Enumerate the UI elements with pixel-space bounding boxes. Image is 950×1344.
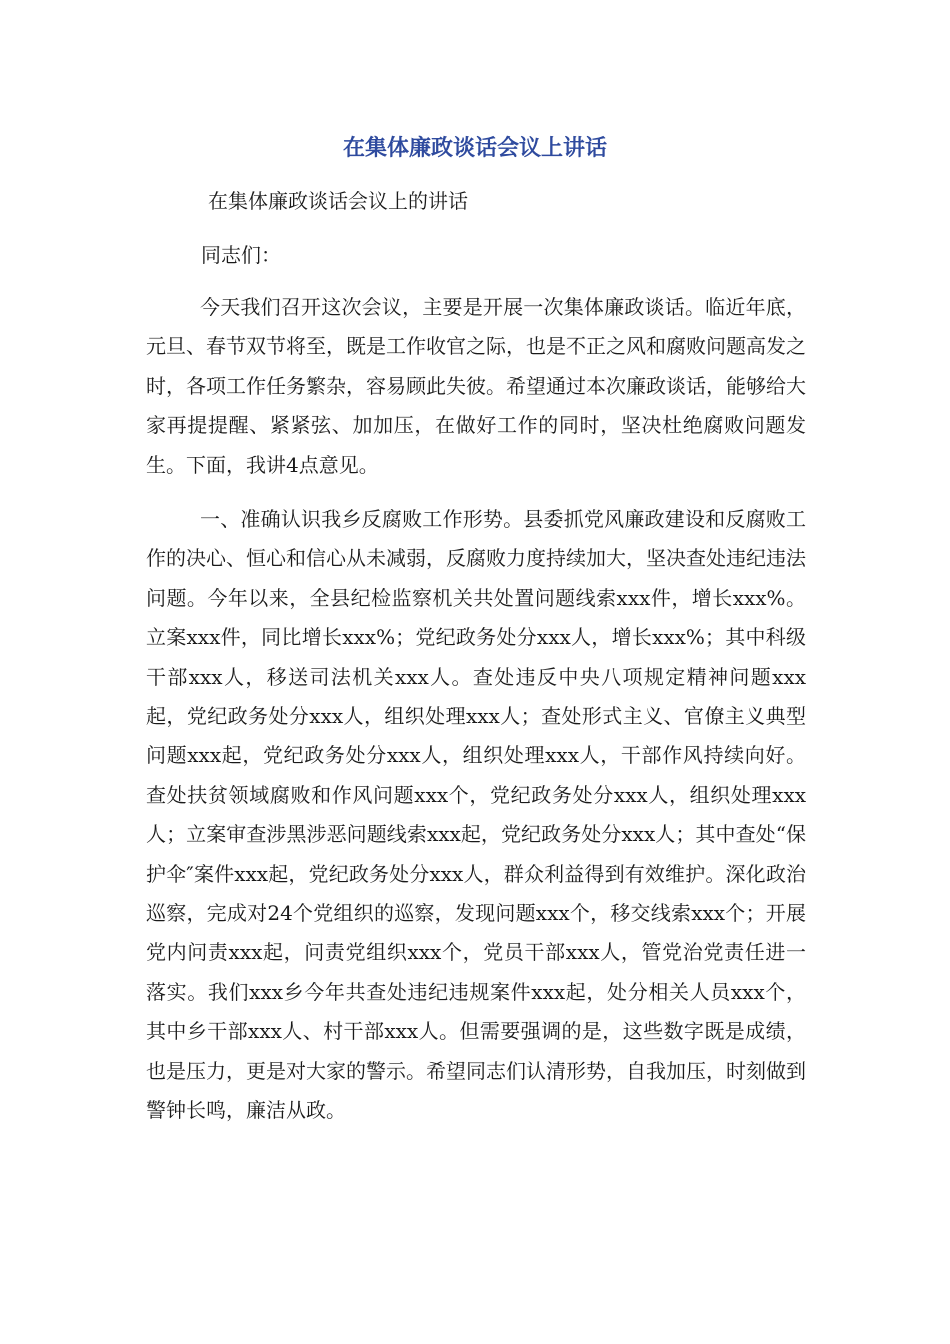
salutation: 同志们： [201,243,281,267]
document-subtitle: 在集体廉政谈话会议上的讲话 [208,189,468,213]
paragraph-intro: 今天我们召开这次会议，主要是开展一次集体廉政谈话。临近年底，元旦、春节双节将至，既是工作收官之际，也是不正之风和腐败问题高发之时，各项工作任务繁杂，容易顾此失彼。希望通过本次廉政谈话，能够给大家再提提醒、紧紧弦、加加压，在做好工作的同时，坚决杜绝腐败问题发生。下面，我讲4点意见。 [146,295,806,477]
paragraph-section-one: 一、准确认识我乡反腐败工作形势。县委抓党风廉政建设和反腐败工作的决心、恒心和信心从未减弱，反腐败力度持续加大，坚决查处违纪违法问题。今年以来，全县纪检监察机关共处置问题线索xxx件，增长xxx%。立案xxx件，同比增长xxx%；党纪政务处分xxx人，增长xxx%；其中科级干部xxx人，移送司法机关xxx人。查处违反中央八项规定精神问题xxx起，党纪政务处分xxx人，组织处理xxx人；查处形式主义、官僚主义典型问题xxx起，党纪政务处分xxx人，组织处理xxx人，干部作风持续向好。查处扶贫领域腐败和作风问题xxx个，党纪政务处分xxx人，组织处理xxx人；立案审查涉黑涉恶问题线索xxx起，党纪政务处分xxx人；其中查处“保护伞″案件xxx起，党纪政务处分xxx人，群众利益得到有效维护。深化政治巡察，完成对24个党组织的巡察，发现问题xxx个，移交线索xxx个；开展党内问责xxx起，问责党组织xxx个，党员干部xxx人，管党治党责任进一落实。我们xxx乡今年共查处违纪违规案件xxx起，处分相关人员xxx个，其中乡干部xxx人、村干部xxx人。但需要强调的是，这些数字既是成绩，也是压力，更是对大家的警示。希望同志们认清形势，自我加压，时刻做到警钟长鸣，廉洁从政。 [146,507,806,1123]
document-title: 在集体廉政谈话会议上讲话 [342,136,607,161]
